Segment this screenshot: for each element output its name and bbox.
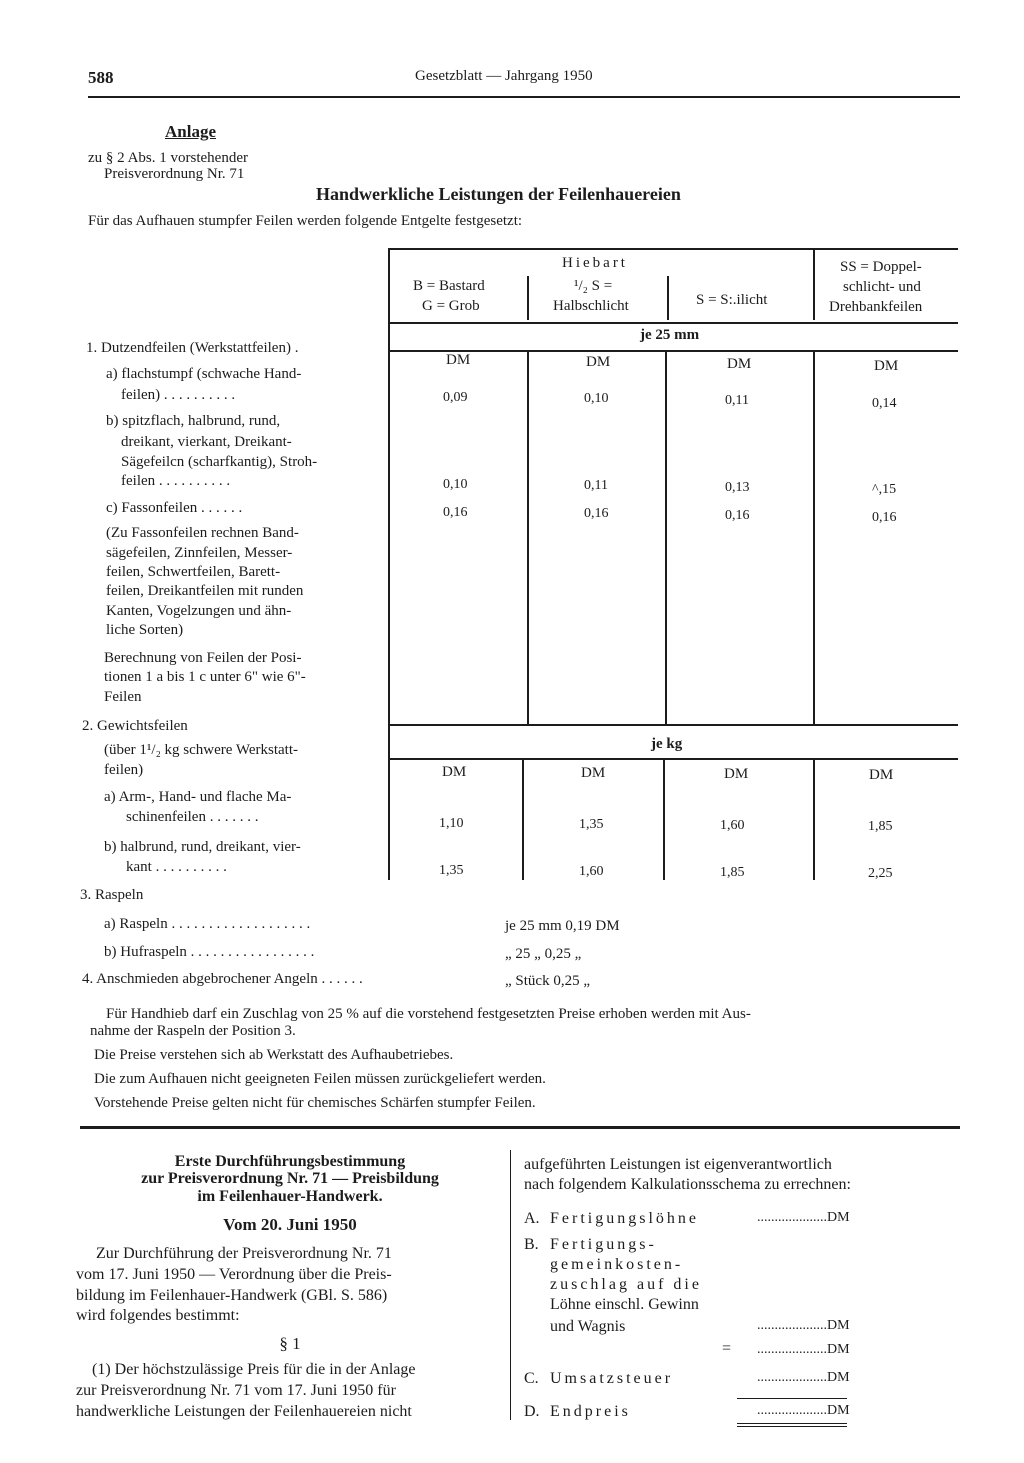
item-1b-line: Sägefeilcn (scharfkantig), Stroh- [121, 454, 318, 470]
col-schlicht: S = S:.ilicht [696, 292, 768, 308]
table-left-rule [388, 248, 390, 880]
value-cell: 0,10 [584, 391, 609, 406]
double-rule-1 [737, 1423, 847, 1424]
table-header-rule [390, 322, 958, 324]
dm-col-2: DM [586, 354, 611, 370]
col-divider-1 [527, 276, 529, 320]
decree-date: Vom 20. Juni 1950 [223, 1215, 357, 1234]
section-1-line: (1) Der höchstzulässige Preis für die in der Anlage [92, 1361, 416, 1378]
value-cell: 1,85 [868, 819, 893, 834]
section-rule [80, 1126, 960, 1129]
annex-ref-1: zu § 2 Abs. 1 vorstehender [88, 150, 248, 166]
col-halbschlicht-1: ¹/₂ S = [574, 278, 613, 294]
item-1c-line: Kanten, Vogelzungen und ähn- [106, 603, 292, 619]
item-1c-line: feilen, Dreikantfeilen mit runden [106, 583, 304, 599]
note-line: Vorstehende Preise gelten nicht für chemisches Schärfen stumpfer Feilen. [94, 1095, 536, 1111]
item-3b: b) Hufraspeln . . . . . . . . . . . . . . . . . [104, 944, 315, 960]
col-bastard-2: G = Grob [422, 298, 480, 314]
table-top-rule [390, 248, 958, 250]
item-4: 4. Anschmieden abgebrochener Angeln . . . . . . [82, 971, 363, 987]
item-3: 3. Raspeln [80, 887, 144, 903]
calc-c-blank: ....................DM [757, 1370, 850, 1385]
calc-d-text: Endpreis [550, 1403, 631, 1420]
value-cell: 1,35 [579, 817, 604, 832]
section2-top-rule [390, 724, 958, 726]
decree-para-line: bildung im Feilenhauer-Handwerk (GBl. S. 586) [76, 1287, 388, 1304]
note-line: Die zum Aufhauen nicht geeigneten Feilen müssen zurückgeliefert werden. [94, 1071, 546, 1087]
item-2: 2. Gewichtsfeilen [82, 718, 188, 734]
section-1-heading: § 1 [279, 1334, 301, 1353]
data-divider-1 [527, 352, 529, 724]
item-3a-price: je 25 mm 0,19 DM [505, 918, 620, 934]
calc-b-blank: ....................DM [757, 1318, 850, 1333]
hiebart-label: Hiebart [562, 255, 628, 271]
decree-para-line: Zur Durchführung der Preisverordnung Nr. 71 [96, 1245, 392, 1262]
value-cell: 0,16 [443, 505, 468, 520]
calc-c-label: C. [524, 1370, 539, 1387]
value-cell: 0,16 [872, 510, 897, 525]
calc-b-line: gemeinkosten- [550, 1256, 684, 1273]
item-1c-line: feilen, Schwertfeilen, Barett- [106, 564, 281, 580]
col-divider-3 [813, 250, 815, 320]
value-cell: 0,10 [443, 477, 468, 492]
data2-divider-2 [663, 760, 665, 880]
item-1c-line: liche Sorten) [106, 622, 184, 638]
calc-d-label: D. [524, 1403, 540, 1420]
annex-heading: Handwerkliche Leistungen der Feilenhauereien [316, 184, 681, 204]
value-cell: 0,13 [725, 480, 750, 495]
item-1b-line: b) spitzflach, halbrund, rund, [106, 413, 281, 429]
page-number: 588 [88, 68, 114, 87]
dm-col-4: DM [874, 358, 899, 374]
dm-col-4: DM [869, 767, 894, 783]
value-cell: 0,09 [443, 390, 468, 405]
item-2-line: feilen) [104, 762, 144, 778]
value-cell: ^,15 [872, 482, 897, 497]
annex-intro: Für das Aufhauen stumpfer Feilen werden folgende Entgelte festgesetzt: [88, 213, 523, 229]
calc-b-line: zuschlag auf die [550, 1276, 702, 1293]
calc-a-blank: ....................DM [757, 1210, 850, 1225]
decree-title-3: im Feilenhauer-Handwerk. [197, 1188, 383, 1205]
col-bastard-1: B = Bastard [413, 278, 485, 294]
decree-para-line: vom 17. Juni 1950 — Verordnung über die Preis- [76, 1266, 392, 1283]
item-1: 1. Dutzendfeilen (Werkstattfeilen) . [86, 340, 299, 356]
calc-a-text: Fertigungslöhne [550, 1210, 699, 1227]
value-cell: 0,16 [725, 508, 750, 523]
item-1-note-line: Berechnung von Feilen der Posi- [104, 650, 302, 666]
calc-sum-blank: ....................DM [757, 1342, 850, 1357]
calc-b-line: und Wagnis [550, 1318, 626, 1335]
item-1c-line: sägefeilen, Zinnfeilen, Messer- [106, 545, 293, 561]
running-header: Gesetzblatt — Jahrgang 1950 [415, 68, 593, 84]
item-1-note-line: tionen 1 a bis 1 c unter 6" wie 6"- [104, 669, 306, 685]
col-doppelschlicht-3: Drehbankfeilen [829, 299, 923, 315]
note-line: nahme der Raspeln der Position 3. [90, 1023, 296, 1039]
col-divider-2 [667, 276, 669, 320]
value-cell: 1,35 [439, 863, 464, 878]
value-cell: 0,11 [725, 393, 749, 408]
calc-c-text: Umsatzsteuer [550, 1370, 674, 1387]
col-doppelschlicht-1: SS = Doppel- [840, 259, 922, 275]
header-rule [88, 96, 960, 98]
calc-b-line: Fertigungs- [550, 1236, 657, 1253]
total-rule [737, 1398, 847, 1399]
col-halbschlicht-2: Halbschlicht [553, 298, 629, 314]
item-1c-line: c) Fassonfeilen . . . . . . [106, 500, 243, 516]
value-cell: 0,16 [584, 506, 609, 521]
value-cell: 0,11 [584, 478, 608, 493]
value-cell: 1,10 [439, 816, 464, 831]
unit-rule-1 [390, 350, 958, 352]
note-line: Für Handhieb darf ein Zuschlag von 25 % auf die vorstehend festgesetzten Preise erhoben werden mit Aus- [106, 1006, 751, 1022]
item-3a: a) Raspeln . . . . . . . . . . . . . . . . . . . [104, 916, 311, 932]
dm-col-1: DM [446, 352, 471, 368]
item-2a-line: schinenfeilen . . . . . . . [126, 809, 259, 825]
annex-title: Anlage [165, 122, 216, 141]
dm-col-3: DM [727, 356, 752, 372]
item-3b-price: „ 25 „ 0,25 „ [505, 946, 582, 962]
calc-intro-line: aufgeführten Leistungen ist eigenverantwortlich [524, 1156, 832, 1173]
data2-divider-3 [813, 760, 815, 880]
dm-col-2: DM [581, 765, 606, 781]
value-cell: 1,60 [720, 818, 745, 833]
data2-divider-1 [522, 760, 524, 880]
annex-ref-2: Preisverordnung Nr. 71 [104, 166, 245, 182]
item-1b-line: feilen . . . . . . . . . . [121, 473, 231, 489]
item-2a-line: a) Arm-, Hand- und flache Ma- [104, 789, 292, 805]
decree-title-2: zur Preisverordnung Nr. 71 — Preisbildung [141, 1170, 439, 1187]
calc-a-label: A. [524, 1210, 540, 1227]
dm-col-3: DM [724, 766, 749, 782]
col-doppelschlicht-2: schlicht- und [843, 279, 921, 295]
item-1a-line: a) flachstumpf (schwache Hand- [106, 366, 302, 382]
item-1c-line: (Zu Fassonfeilen rechnen Band- [106, 525, 299, 541]
unit-per-25mm: je 25 mm [640, 327, 700, 343]
item-2b-line: kant . . . . . . . . . . [126, 859, 227, 875]
calc-equals: = [722, 1340, 732, 1357]
value-cell: 1,85 [720, 865, 745, 880]
double-rule-2 [737, 1426, 847, 1427]
section-1-line: zur Preisverordnung Nr. 71 vom 17. Juni 1950 für [76, 1382, 396, 1399]
calc-d-blank: ....................DM [757, 1403, 850, 1418]
column-divider [510, 1150, 511, 1420]
value-cell: 1,60 [579, 864, 604, 879]
calc-b-label: B. [524, 1236, 539, 1253]
calc-intro-line: nach folgendem Kalkulationsschema zu errechnen: [524, 1176, 851, 1193]
unit-per-kg: je kg [651, 736, 683, 752]
item-1-note-line: Feilen [104, 689, 142, 705]
item-4-price: „ Stück 0,25 „ [505, 973, 590, 989]
decree-para-line: wird folgendes bestimmt: [76, 1307, 240, 1324]
value-cell: 0,14 [872, 396, 897, 411]
data-divider-2 [665, 352, 667, 724]
decree-title-1: Erste Durchführungsbestimmung [174, 1153, 406, 1170]
item-2b-line: b) halbrund, rund, dreikant, vier- [104, 839, 301, 855]
value-cell: 2,25 [868, 866, 893, 881]
item-1a-line: feilen) . . . . . . . . . . [121, 387, 236, 403]
item-1b-line: dreikant, vierkant, Dreikant- [121, 434, 292, 450]
dm-col-1: DM [442, 764, 467, 780]
data-divider-3 [813, 352, 815, 724]
unit-rule-2 [390, 758, 958, 760]
item-2-line: (über 1¹/₂ kg schwere Werkstatt- [104, 742, 299, 758]
note-line: Die Preise verstehen sich ab Werkstatt des Aufhaubetriebes. [94, 1047, 454, 1063]
calc-b-line: Löhne einschl. Gewinn [550, 1296, 699, 1313]
section-1-line: handwerkliche Leistungen der Feilenhauereien nicht [76, 1403, 412, 1420]
